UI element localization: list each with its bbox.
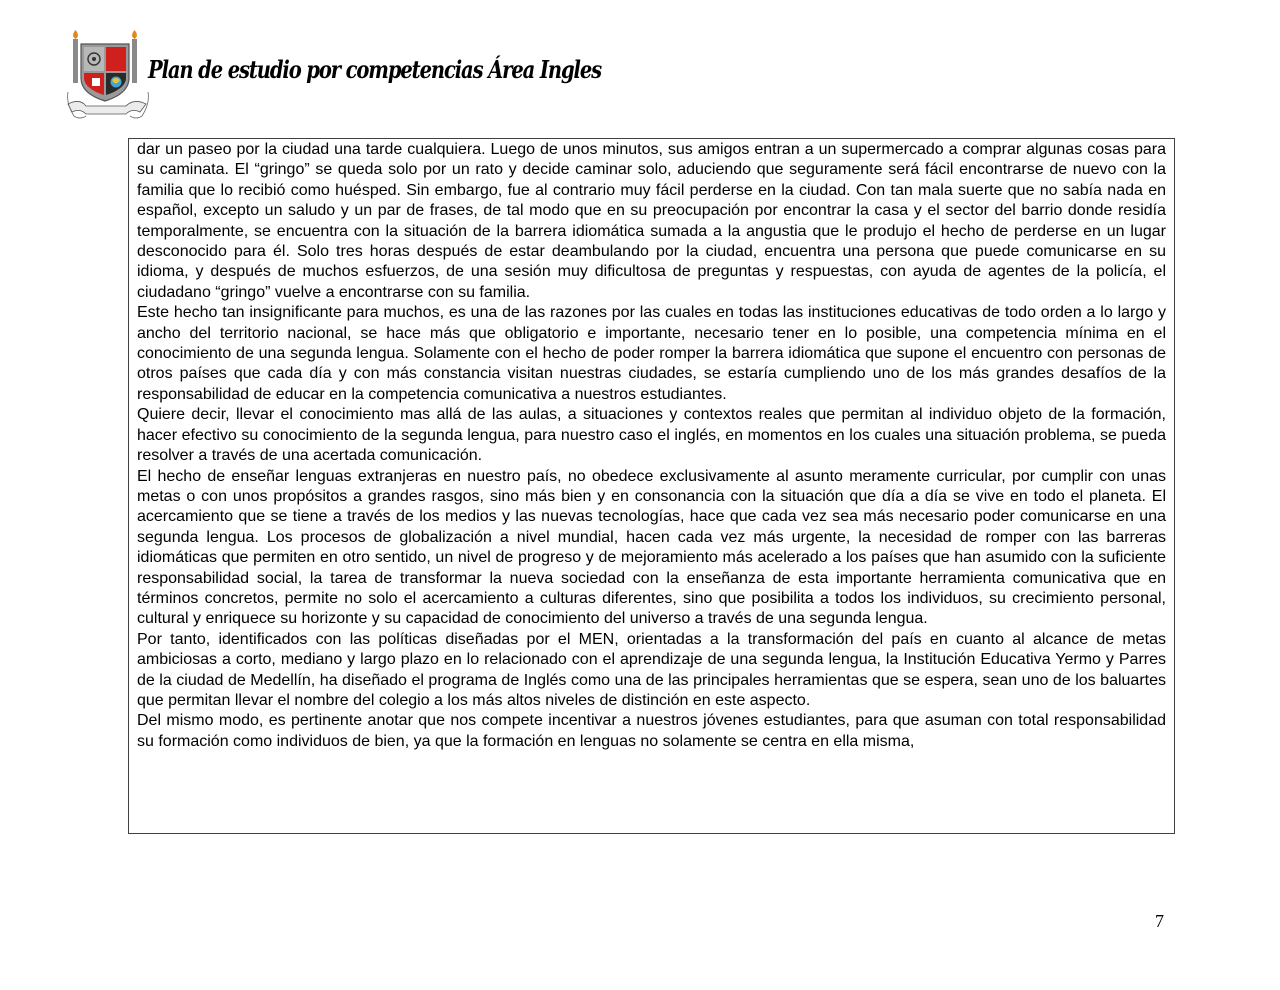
body-paragraph: Del mismo modo, es pertinente anotar que nos compete incentivar a nuestros jóvenes estudiantes, para que asuman con total responsabilidad su formación como individuos de bien, ya que la formación en lenguas no solamente se centra en ella misma, — [137, 712, 1166, 750]
body-paragraph: Este hecho tan insignificante para muchos, es una de las razones por las cuales en todas las instituciones educativas de todo orden a lo largo y ancho del territorio nacional, se hace más que obligatorio e importante, necesario tener en lo posible, una competencia mínima en el conocimiento de una segunda lengua. Solamente con el hecho de poder romper la barrera idiomática que supone el encuentro con personas de otros países que cada día y con más constancia visitan nuestras ciudades, se estaría cumpliendo uno de los más grandes desafíos de la responsabilidad de educar en la competencia comunicativa a nuestros estudiantes. — [137, 304, 1166, 403]
body-text-box — [128, 138, 1175, 834]
body-paragraph: El hecho de enseñar lenguas extranjeras en nuestro país, no obedece exclusivamente al asunto meramente curricular, por cumplir con unas metas o con unos propósitos a grandes rasgos, sino más bien y en consonancia con la situación que día a día se vive en todo el planeta. El acercamiento que se tiene a través de los medios y las nuevas tecnologías, hace que cada vez sea más necesario poder comunicarse en una segunda lengua. Los procesos de globalización a nivel mundial, hacen cada vez más urgente, la necesidad de romper con las barreras idiomáticas que permiten en otro sentido, un nivel de progreso y de mejoramiento más acelerado a los países que han asumido con la suficiente responsabilidad social, la tarea de transformar la nueva sociedad con la enseñanza de esta importante herramienta comunicativa que en términos concretos, permite no solo el acercamiento a culturas diferentes, sino que posibilita a todos los individuos, su crecimiento personal, cultural y enriquece su horizonte y su capacidad de conocimiento del universo a través de una segunda lengua. — [137, 467, 1166, 628]
body-paragraph: Quiere decir, llevar el conocimiento mas allá de las aulas, a situaciones y contextos reales que permitan al individuo objeto de la formación, hacer efectivo su conocimiento de la segunda lengua, para nuestro caso el inglés, en momentos en los cuales una situación problema, se pueda resolver a través de una acertada comunicación. — [137, 406, 1166, 465]
page-number: 7 — [1155, 911, 1164, 931]
document-title: Plan de estudio por competencias Área Ingles — [148, 56, 602, 85]
body-paragraph: Por tanto, identificados con las políticas diseñadas por el MEN, orientadas a la transformación del país en cuanto al alcance de metas ambiciosas a corto, mediano y largo plazo en lo relacionado con el aprendizaje de una segunda lengua, la Institución Educativa Yermo y Parres de la ciudad de Medellín, ha diseñado el programa de Inglés como una de las principales herramientas que se espera, sean uno de los baluartes que permitan llevar el nombre del colegio a los más altos niveles de distinción en este aspecto. — [137, 630, 1166, 709]
body-paragraph: dar un paseo por la ciudad una tarde cualquiera. Luego de unos minutos, sus amigos entran a un supermercado a comprar algunas cosas para su caminata. El “gringo” se queda solo por un rato y decide caminar solo, aduciendo que seguramente será fácil encontrarse de nuevo con la familia que lo recibió como huésped. Sin embargo, fue al contrario muy fácil perderse en la ciudad. Con tan mala suerte que no sabía nada en español, excepto un saludo y un par de frases, de tal modo que en su preocupación por encontrar la casa y el sector del barrio donde residía temporalmente, se encuentra con la situación de la barrera idiomática sumada a la angustia que le produjo el hecho de perderse en un lugar desconocido para él. Solo tres horas después de estar deambulando por la ciudad, encuentra una persona que puede comunicarse en su idioma, y después de muchos esfuerzos, de una sesión muy dificultosa de preguntas y respuestas, con ayuda de agentes de la policía, el ciudadano “gringo” vuelve a encontrarse con su familia. — [137, 141, 1166, 301]
school-crest-logo — [66, 30, 150, 122]
